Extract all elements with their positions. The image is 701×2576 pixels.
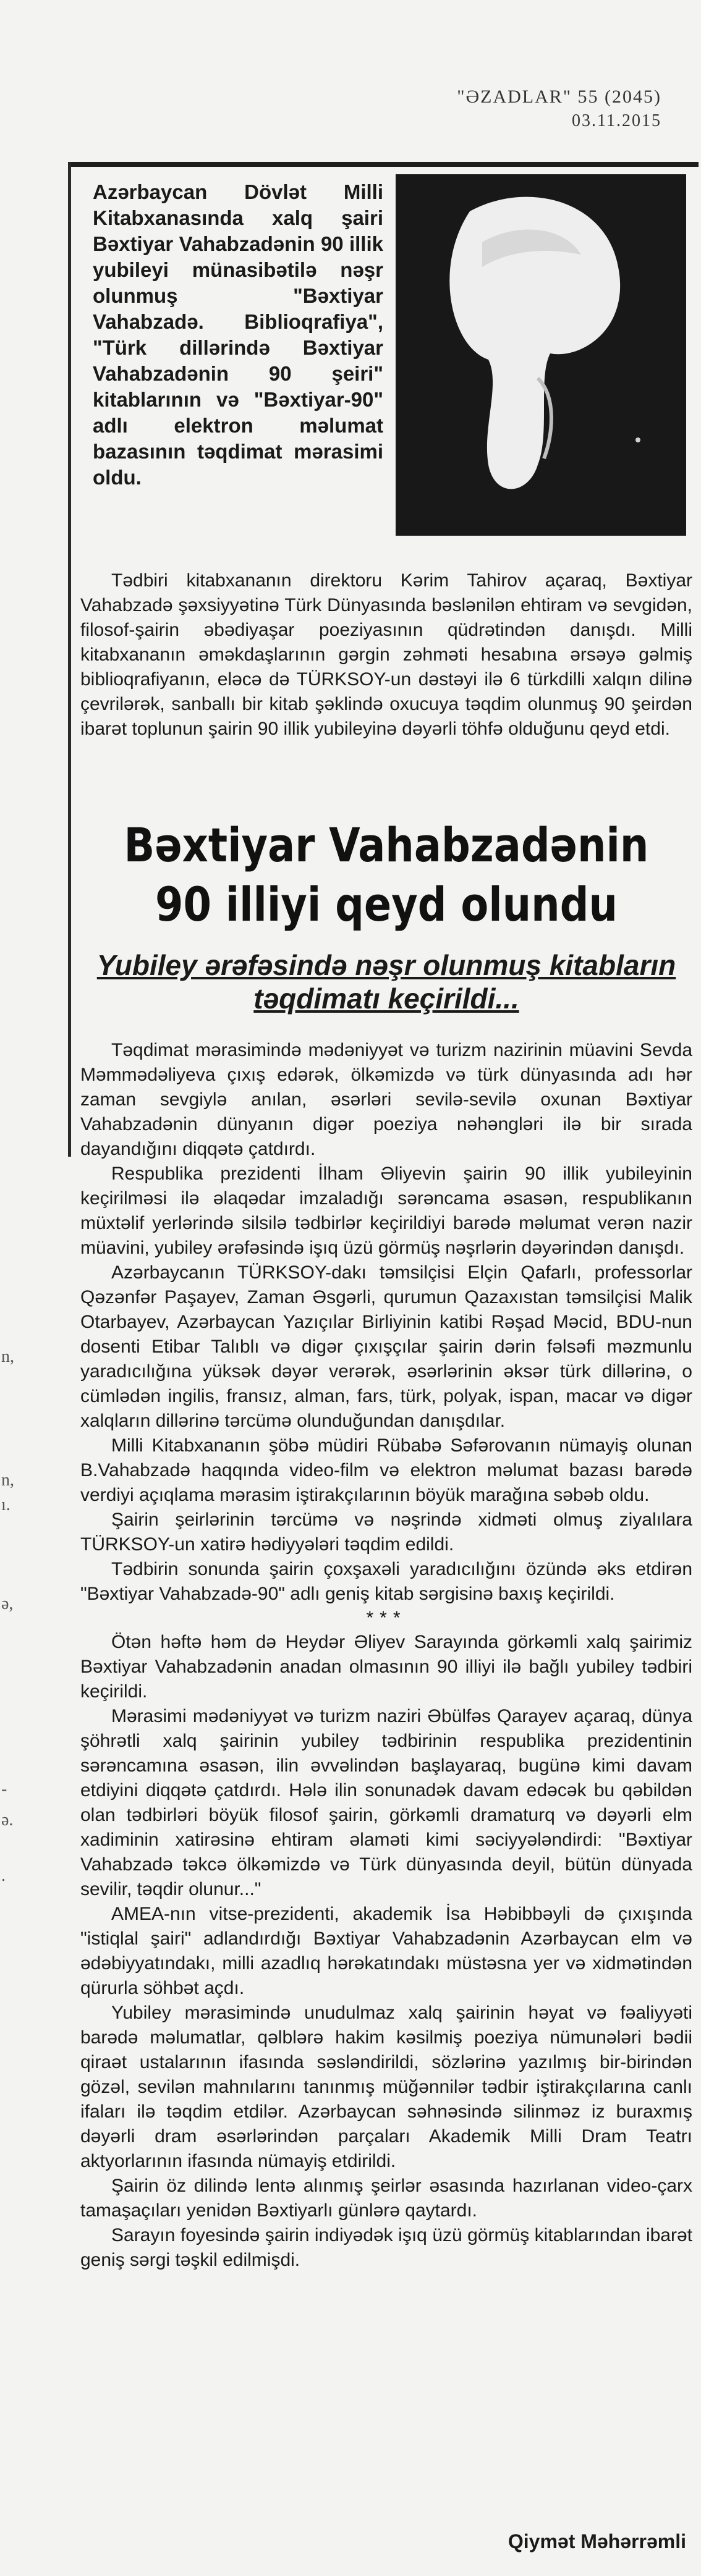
margin-mark: . bbox=[1, 1866, 6, 1885]
margin-mark: n, bbox=[1, 1347, 14, 1366]
column-rule bbox=[68, 162, 71, 1157]
paragraph: Ötən həftə həm də Heydər Əliyev Sarayında görkəmli xalq şairimiz Bəxtiyar Vahabzadənin anadan olmasının 90 illiyi ilə bağlı yubiley tədbiri keçirildi. bbox=[80, 1632, 692, 1702]
newspaper-title: "ӘZADLAR" 55 (2045) bbox=[457, 87, 661, 107]
intro-section bbox=[80, 568, 692, 741]
lead-paragraph: Azərbaycan Dövlət Milli Kitabxanasında xalq şairi Bəxtiyar Vahabzadənin 90 illik yubileyi münasibətilə nəşr olunmuş "Bəxtiyar Vahabzadə. Biblioqrafiya", "Türk dillərində Bəxtiyar Vahabzadənin 90 şeiri" kitablarının və "Bəxtiyar-90" adlı elektron məlumat bazasının təqdimat mərasimi oldu. bbox=[93, 180, 383, 489]
intro-paragraph: Tədbiri kitabxananın direktoru Kərim Tahirov açaraq, Bəxtiyar Vahabzadə şəxsiyyətinə Türk Dünyasında bəslənilən ehtiram və sevgidən, filosof-şairin əbədiyaşar poeziyasının qüdrətindən danışdı. Milli kitabxananın əməkdaşlarının gərgin zəhməti hesabına ərsəyə gəlmiş biblioqrafiyanın, eləcə də TÜRKSOY-un dəstəyi ilə 6 türkdilli xalqın dilinə çevrilərək, sanballı bir kitab şəklində oxucuya təqdim olunmuş 90 şeirdən ibarət toplunun şairin 90 illik yubileyinə dəyərli töhfə olduğunu qeyd etdi. bbox=[80, 570, 692, 739]
margin-mark: ı. bbox=[1, 1495, 11, 1514]
margin-mark: n, bbox=[1, 1471, 14, 1490]
paragraph: Respublika prezidenti İlham Əliyevin şairin 90 illik yubileyinin keçirilməsi ilə əlaqədar imzaladığı sərəncama əsasən, respublikanın müxtəlif yerlərində silsilə tədbirlər keçirildiyi barədə məlumat verən nazir müavini, yubiley ərəfəsində işıq üzü görmüş nəşrlərin dəyərindən danışdı. bbox=[80, 1163, 692, 1258]
article-body-part1 bbox=[80, 1038, 692, 2273]
paragraph: Yubiley mərasimində unudulmaz xalq şairinin həyat və fəaliyyəti barədə məlumatlar, qəlblərə hakim kəsilmiş poeziya nümunələri bədii qiraət ustalarının ifasında səsləndirildi, sözlərinə yazılmış bir-birindən gözəl, sevilən mahnılarını tanınmış müğənnilər tədbir iştirakçılarına canlı ifaları ilə təqdim etdilər. Azərbaycan səhnəsində silinməz iz buraxmış dəyərli dram əsərlərindən parçaları Akademik Milli Dram Teatrı aktyorlarının ifasında nümayiş etdirildi. bbox=[80, 2003, 692, 2171]
headline: Bəxtiyar Vahabzadənin 90 illiyi qeyd olundu bbox=[124, 817, 649, 932]
author-byline: Qiymət Məhərrəmli bbox=[508, 2530, 686, 2553]
paragraph: AMEA-nın vitse-prezidenti, akademik İsa Həbibbəyli də çıxışında "istiqlal şairi" adlandırdığı Bəxtiyar Vahabzadənin Azərbaycan elm və ədəbiyyatındakı, milli azadlıq hərəkatındakı müstəsna yer və xidmətindən qürurla söhbət açdı. bbox=[80, 1904, 692, 1998]
paragraph: Tədbirin sonunda şairin çoxşaxəli yaradıcılığını özündə əks etdirən "Bəxtiyar Vahabzadə-90" adlı geniş kitab sərgisinə baxış keçirildi. bbox=[80, 1559, 692, 1604]
margin-mark: - bbox=[1, 1780, 7, 1799]
margin-mark: ə. bbox=[1, 1810, 14, 1830]
paragraph: Şairin şeirlərinin tərcümə və nəşrində xidməti olmuş ziyalılara TÜRKSOY-un xatirə hədiyyələri təqdim edildi. bbox=[80, 1510, 692, 1555]
subheadline: Yubiley ərəfəsində nəşr olunmuş kitabların təqdimatı keçirildi... bbox=[96, 949, 676, 1015]
section-separator: *** bbox=[366, 1608, 407, 1628]
paragraph: Təqdimat mərasimində mədəniyyət və turizm nazirinin müavini Sevda Məmmədəliyeva çıxış edərək, ölkəmizdə və türk dünyasında adı hər zaman sevgiylə anılan, əsərləri sevilə-sevilə oxunan Bəxtiyar Vahabzadənin dünyanın digər poeziya nəhəngləri ilə bir sırada dayandığını diqqətə çatdırdı. bbox=[80, 1040, 692, 1159]
paragraph: Mərasimi mədəniyyət və turizm naziri Əbülfəs Qarayev açaraq, dünya şöhrətli xalq şairinin yubiley tədbirinin respublika prezidentinin sərəncamına əsasən, ilin əvvəlindən başlayaraq, bugünə kimi davam etdiyini diqqətə çatdırdı. Hələ ilin sonunadək davam edəcək bu qəbildən olan tədbirləri böyük filosof şairin, görkəmli dramaturq və dəyərli elm xadiminin xatirəsinə ehtiram əlaməti kimi səciyyələndirdi: "Bəxtiyar Vahabzadə təkcə ölkəmizdə və Türk dünyasında deyil, bütün dünyada sevilir, təqdir olunur..." bbox=[80, 1706, 692, 1899]
margin-mark: ə, bbox=[1, 1594, 14, 1613]
portrait-illustration bbox=[396, 174, 686, 536]
paragraph: Şairin öz dilində lentə alınmış şeirlər əsasında hazırlanan video-çarx tamaşaçıları yenidən Bəxtiyarlı günlərə qaytardı. bbox=[80, 2176, 692, 2221]
poet-photo bbox=[396, 174, 686, 536]
issue-date: 03.11.2015 bbox=[572, 111, 661, 130]
paragraph: Azərbaycanın TÜRKSOY-dakı təmsilçisi Elçin Qafarlı, professorlar Qəzənfər Paşayev, Zaman Əsgərli, qurumun Qazaxıstan təmsilçisi Malik Otarbayev, Azərbaycan Yazıçılar Birliyinin katibi Rəşad Məcid, BDU-nun dosenti Etibar Talıblı və digər çıxışçılar şairin dərin fəlsəfi məzmunlu yaradıcılığına yüksək dəyər verərək, əsərlərinin əksər türk dillərinə, o cümlədən ingilis, fransız, alman, fars, türk, polyak, ispan, macar və digər xalqların dillərinə tərcümə olunduğundan danışdılar. bbox=[80, 1262, 692, 1431]
paragraph: Milli Kitabxananın şöbə müdiri Rübabə Səfərovanın nümayiş olunan B.Vahabzadə haqqında video-film və elektron məlumat bazası barədə verdiyi açıqlama mərasim iştirakçılarının böyük marağına səbəb oldu. bbox=[80, 1435, 692, 1505]
top-rule bbox=[68, 162, 699, 167]
paragraph: Sarayın foyesində şairin indiyədək işıq üzü görmüş kitablarından ibarət geniş sərgi təşkil edilmişdi. bbox=[80, 2225, 692, 2270]
masthead bbox=[371, 87, 661, 131]
